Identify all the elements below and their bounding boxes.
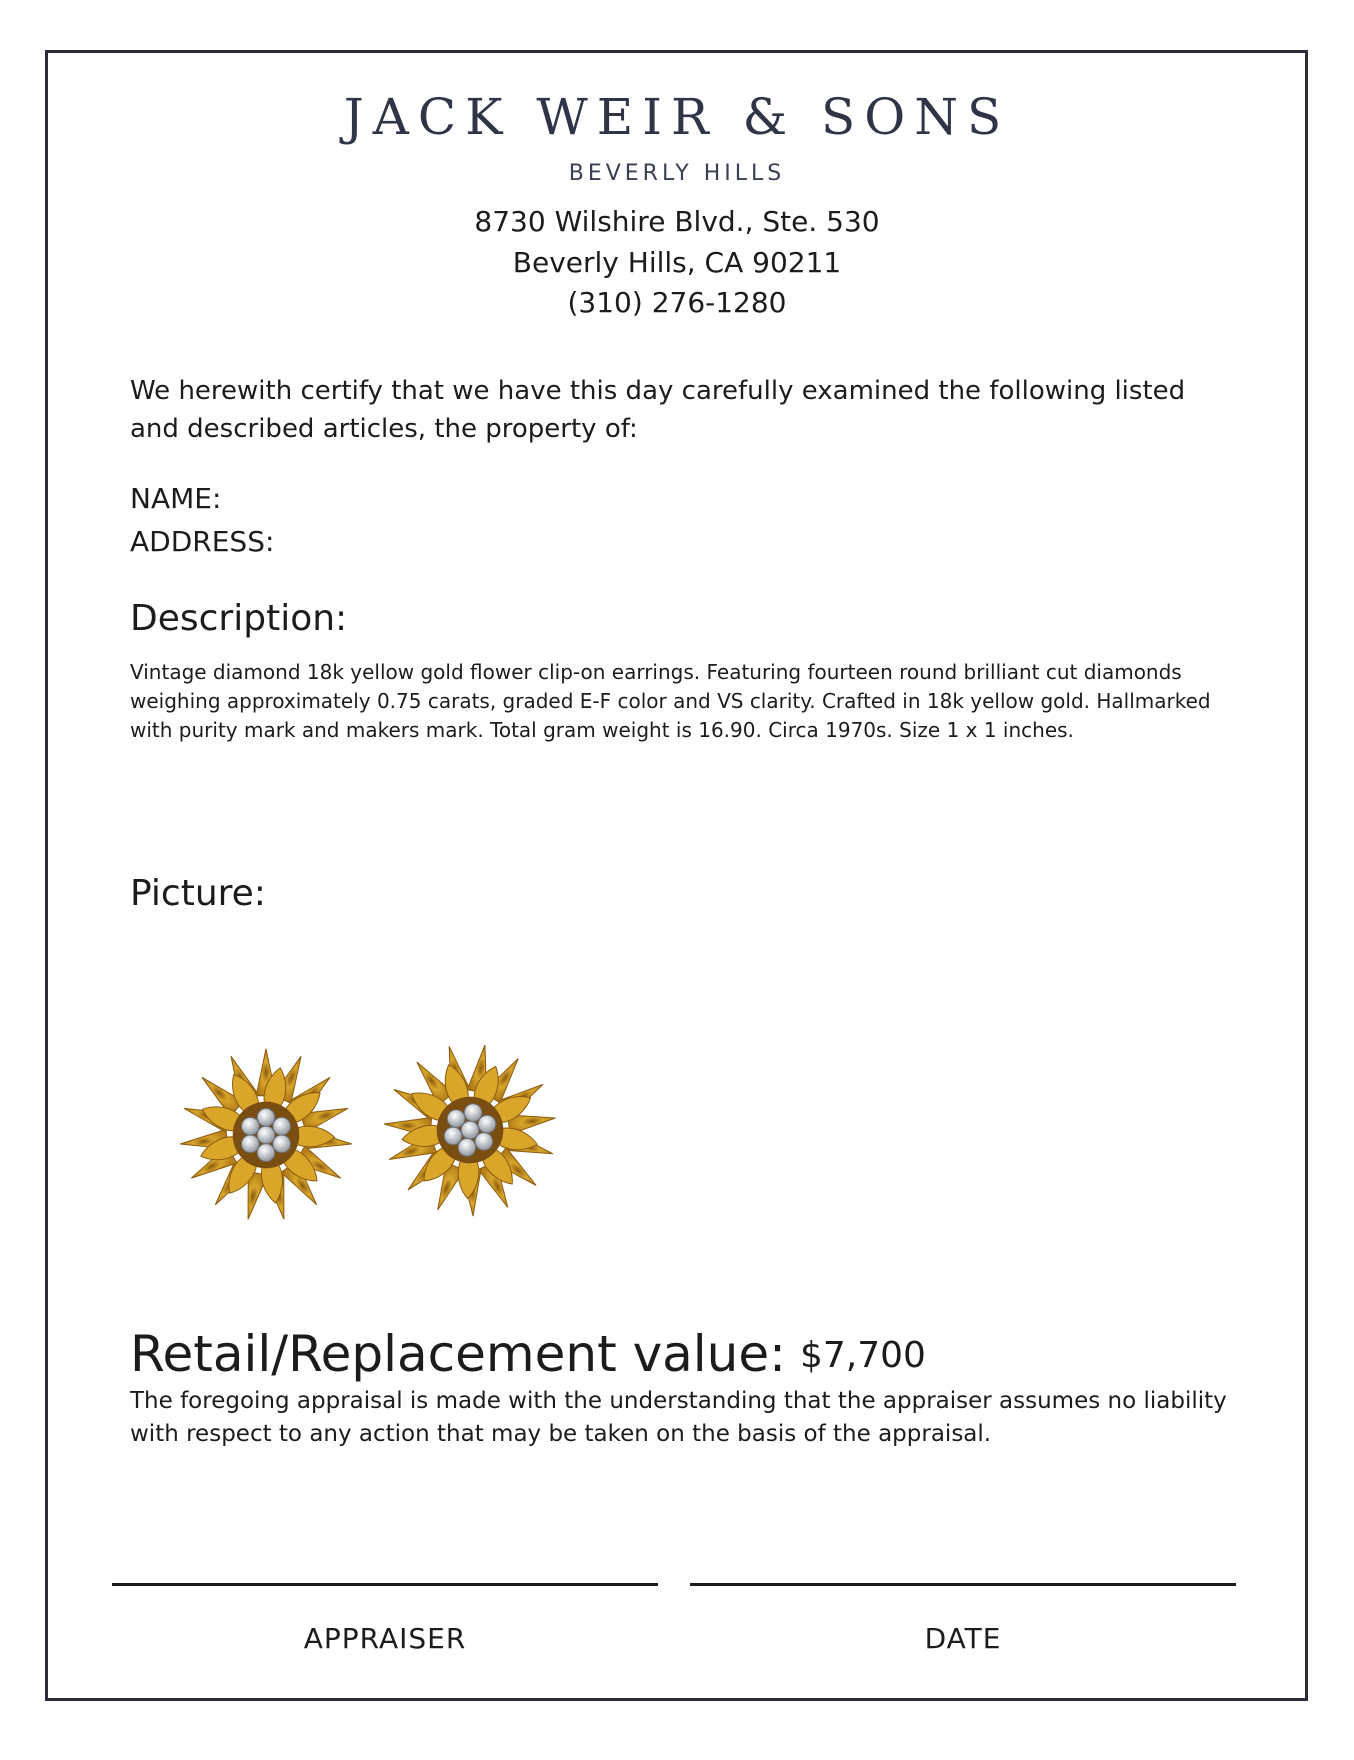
brand-name: JACK WEIR & SONS	[343, 88, 1011, 146]
certification-statement: We herewith certify that we have this day carefully examined the following listed and described articles, the property of:	[130, 376, 1186, 444]
description-heading: Description:	[130, 598, 348, 639]
owner-name-label: NAME:	[130, 482, 222, 515]
brand-location: BEVERLY HILLS	[568, 161, 786, 186]
description-text: Vintage diamond 18k yellow gold flower clip-on earrings. Featuring fourteen round brilliant cut diamonds weighing approximately 0.75 carats, graded E-F color and VS clarity. Crafted in 18k yellow gold. Hallmarked with purity mark and makers mark. Total gram weight is 16.90. Circa 1970s. Size 1 x 1 inches.	[130, 660, 1211, 742]
valuation-amount: $7,700	[799, 1335, 926, 1376]
date-label: DATE	[924, 1622, 1002, 1655]
date-signature-line	[690, 1583, 1236, 1586]
valuation-label: Retail/Replacement value:	[130, 1325, 786, 1383]
appraiser-signature-line	[112, 1583, 658, 1586]
address-line-1: 8730 Wilshire Blvd., Ste. 530	[474, 205, 880, 238]
phone-number: (310) 276-1280	[567, 286, 787, 319]
appraiser-label: APPRAISER	[303, 1622, 467, 1655]
valuation-row	[130, 1325, 926, 1383]
address-line-2: Beverly Hills, CA 90211	[512, 246, 842, 279]
earrings-photo	[168, 1030, 568, 1230]
picture-heading: Picture:	[130, 873, 266, 914]
owner-address-label: ADDRESS:	[130, 525, 275, 558]
disclaimer-text: The foregoing appraisal is made with the understanding that the appraiser assumes no liability with respect to any action that may be taken on the basis of the appraisal.	[130, 1388, 1227, 1447]
